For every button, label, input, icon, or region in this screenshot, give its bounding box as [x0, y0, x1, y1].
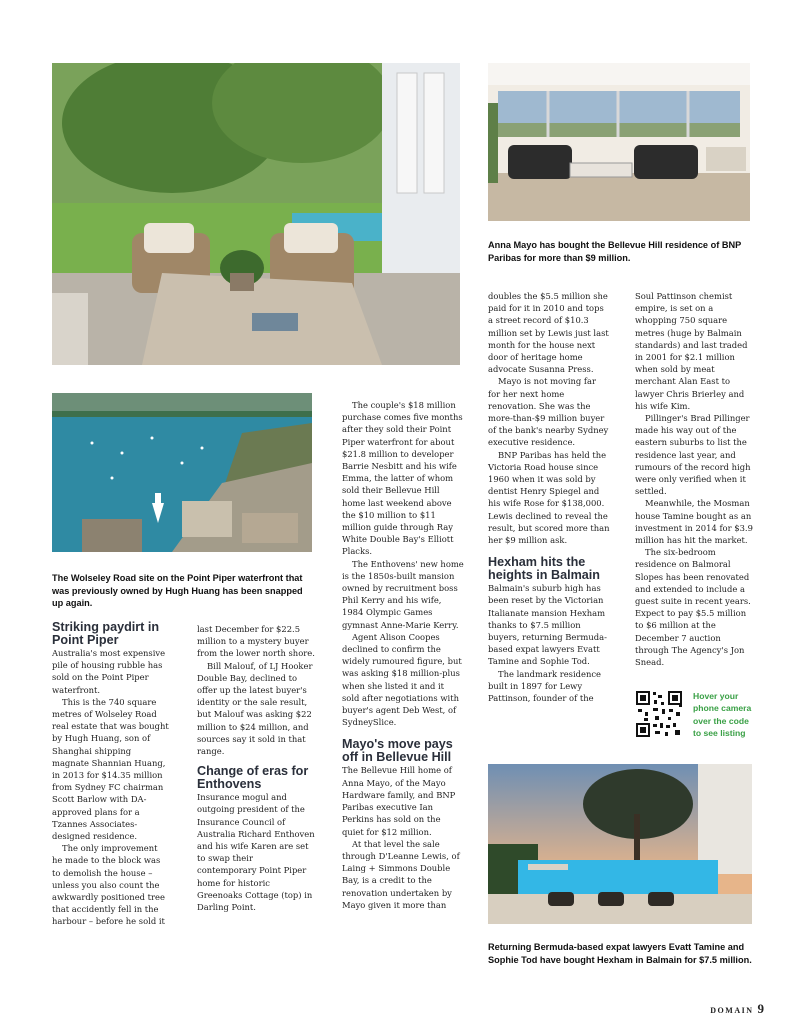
headline-eras: Change of eras for Enthovens — [197, 764, 309, 791]
paragraph: This is the 740 square metres of Wolseley Road real estate that was bought by Hugh Huang, son of Shanghai shipping magnate Shannian Huang, in 2013 for $14.35 million from Sydney FC chairman Scott Barlow with DA-approved plans for a Tzannes Associates-designed residence. — [52, 696, 169, 842]
column-3 — [342, 399, 464, 911]
harbour-aerial-photo — [52, 393, 312, 552]
paragraph: The only improvement he made to the block was to demolish the house – unless you also count the awkwardly positioned tree that accidently fell in the harbour – before he sold it — [52, 843, 165, 927]
qr-instructions: Hover your phone camera over the code to see listing — [693, 691, 752, 739]
paragraph: Insurance mogul and outgoing president of the Insurance Council of Australia Richard Enthoven and his wife Karen are set to swap their contemporary Point Piper home for historic Greenoaks Cottage (top) in Darling Point. — [197, 792, 315, 913]
paragraph: Australia's most expensive pile of housing rubble has sold on the Point Piper waterfront. — [52, 648, 166, 695]
caption-living-room: Anna Mayo has bought the Bellevue Hill residence of BNP Paribas for more than $9 million. — [488, 240, 742, 263]
page-number: 9 — [757, 1001, 764, 1016]
headline-hexham: Hexham hits the heights in Balmain — [488, 555, 600, 582]
column-4 — [488, 290, 610, 704]
paragraph: Agent Alison Coopes declined to confirm the widely rumoured figure, but was asking $18 million-plus when she listed it and it sold after negotiations with buyer's agent Deb West, of SydneySlice. — [342, 631, 462, 728]
column-2 — [197, 623, 315, 913]
caption-pool: Returning Bermuda-based expat lawyers Evatt Tamine and Sophie Tod have bought Hexham in Balmain for $7.5 million. — [488, 942, 752, 965]
section-name: DOMAIN — [710, 1006, 754, 1015]
paragraph: Bill Malouf, of LJ Hooker Double Bay, declined to offer up the latest buyer's identity or the sale result, but Malouf was asking $22 million to $24 million, and sources say it sold in that range. — [197, 660, 313, 757]
paragraph: Soul Pattinson chemist empire, is set on a whopping 750 square metres (huge by Balmain standards) and last traded in 2001 for $2.1 million when sold by meat merchant Alan East to lawyer Chris Brierley and his wife Kim. — [635, 291, 748, 411]
terrace-photo — [52, 63, 460, 365]
paragraph: The six-bedroom residence on Balmoral Slopes has been renovated and extended to include a guest suite in recent years. Expect to pay $5.5 million to $6 million at the December 7 auction through The Agency's Jon Snead. — [635, 547, 751, 668]
paragraph: The Bellevue Hill home of Anna Mayo, of the Mayo Hardware family, and BNP Paribas executive Ian Perkins has sold on the quiet for $12 million. — [342, 765, 456, 837]
page-folio — [710, 1000, 764, 1018]
paragraph: Meanwhile, the Mosman house Tamine bought as an investment in 2014 for $3.9 million has hit the market. — [635, 498, 753, 546]
caption-harbour: The Wolseley Road site on the Point Piper waterfront that was previously owned by Hugh Huang has been snapped up again. — [52, 573, 303, 608]
qr-code-icon[interactable] — [635, 690, 683, 738]
column-5 — [635, 290, 753, 668]
paragraph: doubles the $5.5 million she paid for it in 2010 and tops a street record of $10.3 million set by Lewis just last month for the house next door of heritage home advocate Susanna Press. — [488, 291, 609, 375]
paragraph: Mayo is not moving far for her next home renovation. She was the more-than-$9 million buyer of the bank's nearby Sydney executive residence. — [488, 376, 609, 448]
paragraph: The couple's $18 million purchase comes five months after they sold their Point Piper waterfront for about $21.8 million to developer Barrie Nesbitt and his wife Emma, the latter of whom sold their Bellevue Hill home last weekend above the $10 million to $11 million guide through Ray White Double Bay's Elliott Placks. — [342, 400, 463, 557]
pool-photo — [488, 764, 752, 924]
headline-paydirt: Striking paydirt in Point Piper — [52, 620, 160, 647]
headline-mayo: Mayo's move pays off in Bellevue Hill — [342, 737, 453, 764]
paragraph: Pillinger's Brad Pillinger made his way out of the eastern suburbs to list the residence last year, and rumours of the record high were only verified when it settled. — [635, 413, 751, 497]
paragraph: BNP Paribas has held the Victoria Road house since 1960 when it was sold by dentist Henry Spiegel and his wife Rose for $138,000. Lewis declined to reveal the result, but scored more than her $9 million ask. — [488, 449, 610, 546]
paragraph: The landmark residence built in 1897 for Lewy Pattinson, founder of the — [488, 668, 601, 704]
paragraph: The Enthovens' new home is the 1850s-built mansion owned by recruitment boss Phil Kerry and his wife, 1984 Olympic Games gymnast Anne-Marie Kerry. — [342, 558, 464, 630]
paragraph: At that level the sale through D'Leanne Lewis, of Laing + Simmons Double Bay, is a credit to the renovation undertaken by Mayo given it more than — [342, 838, 460, 910]
living-room-photo — [488, 63, 750, 221]
column-1 — [52, 614, 170, 928]
paragraph: last December for $22.5 million to a mystery buyer from the lower north shore. — [197, 624, 315, 659]
paragraph: Balmain's suburb high has been reset by the Victorian Italianate mansion Hexham thanks to $7.5 million buyers, returning Bermuda-based expat lawyers Evatt Tamine and Sophie Tod. — [488, 583, 607, 667]
